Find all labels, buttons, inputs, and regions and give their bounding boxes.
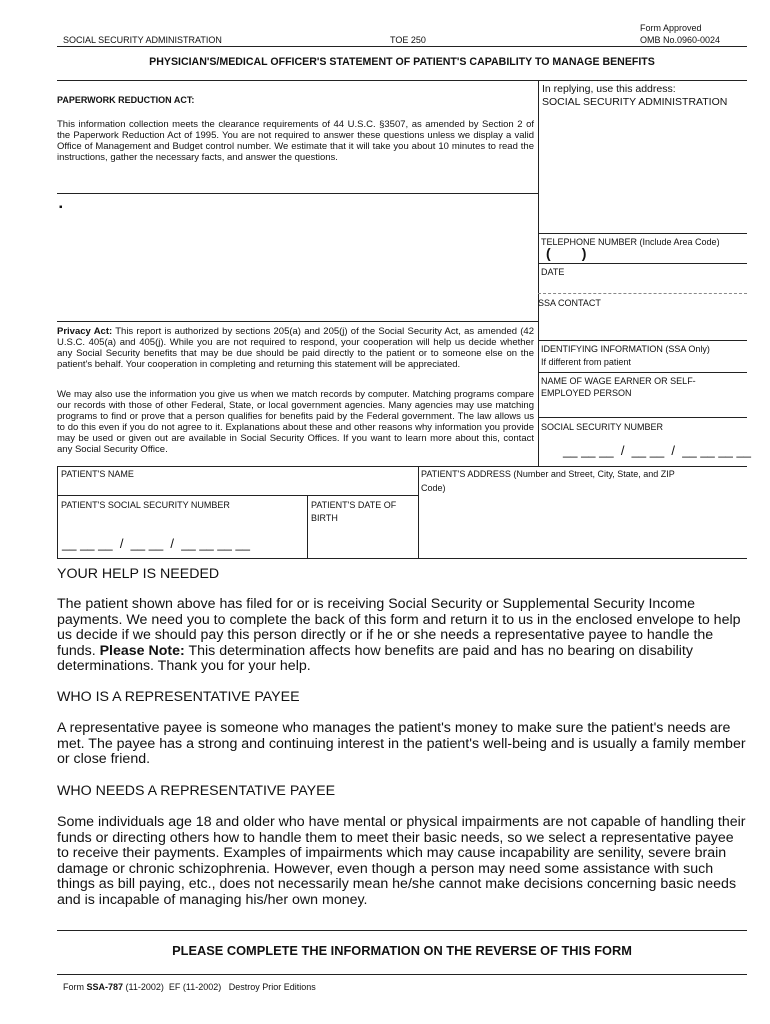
bullet-mark: ▪ bbox=[59, 202, 63, 213]
who-is-heading: WHO IS A REPRESENTATIVE PAYEE bbox=[57, 689, 300, 705]
complete-reverse-notice: PLEASE COMPLETE THE INFORMATION ON THE REVERSE OF THIS FORM bbox=[172, 943, 632, 958]
who-needs-text: Some individuals age 18 and older who have mental or physical impairments are not capable of handling their funds or directing others how to handle them to meet their basic needs, so we select a representative payee to receive their payments. Examples of impairments which may cause incapability are senility, severe brain damage or chronic schizophrenia. However, even though a person may need some assistance with such things as bill paying, etc., does not necessarily mean he/she cannot make decisions concerning basic needs and is incapable of managing his/her own money. bbox=[57, 814, 746, 908]
patient-ssn-label: PATIENT'S SOCIAL SECURITY NUMBER bbox=[61, 500, 230, 510]
ssn-field[interactable]: __ __ __ / __ __ / __ __ __ __ bbox=[563, 443, 751, 458]
telephone-field[interactable]: ( ) bbox=[546, 245, 587, 261]
patient-address-label: PATIENT'S ADDRESS (Number and Street, City, State, and ZIP bbox=[421, 469, 675, 479]
who-needs-heading: WHO NEEDS A REPRESENTATIVE PAYEE bbox=[57, 783, 336, 799]
patient-name-label: PATIENT'S NAME bbox=[61, 469, 134, 479]
wage-earner-label-2: EMPLOYED PERSON bbox=[541, 388, 632, 398]
reply-line1: In replying, use this address: bbox=[542, 83, 676, 95]
reply-line2: SOCIAL SECURITY ADMINISTRATION bbox=[542, 96, 728, 108]
paperwork-text: This information collection meets the clearance requirements of 44 U.S.C. §3507, as amended by Section 2 of the Paperwork Reduction Act of 1995. You are not required to answer these questions unless we display a valid Office of Management and Budget control number. We estimate that it will take you about 10 minutes to read the instructions, gather the necessary facts, and answer the questions. bbox=[57, 119, 534, 163]
form-approved: Form Approved bbox=[640, 23, 702, 33]
wage-earner-label: NAME OF WAGE EARNER OR SELF- bbox=[541, 376, 696, 386]
page-title: PHYSICIAN'S/MEDICAL OFFICER'S STATEMENT OF PATIENT'S CAPABILITY TO MANAGE BENEFITS bbox=[149, 56, 655, 68]
ssn-label: SOCIAL SECURITY NUMBER bbox=[541, 422, 664, 432]
telephone-label: TELEPHONE NUMBER (Include Area Code) bbox=[541, 237, 720, 247]
privacy-act-text-2: We may also use the information you give us when we match records by computer. Matching programs compare our records with those of other Federal, State, or local government agencies. Many agencies may use matching programs to find or prove that a person qualifies for benefits paid by the Federal government. The law allows us to do this even if you do not agree to it. Explanations about these and other reasons why information you provide may be used or given out are available in Social Security Offices. If you want to learn more about this, contact any Social Security Office. bbox=[57, 389, 534, 455]
who-is-text: A representative payee is someone who manages the patient's money to make sure the patient's needs are met. The payee has a strong and continuing interest in the patient's well-being and is usually a family member or close friend. bbox=[57, 720, 746, 767]
form-number-footer: Form SSA-787 (11-2002) EF (11-2002) Destroy Prior Editions bbox=[63, 982, 316, 992]
patient-ssn-field[interactable]: __ __ __ / __ __ / __ __ __ __ bbox=[62, 536, 250, 551]
toe-number: TOE 250 bbox=[390, 35, 426, 45]
privacy-act-heading: Privacy Act: bbox=[57, 326, 113, 337]
omb-number: OMB No.0960-0024 bbox=[640, 35, 721, 45]
patient-dob-label-2: BIRTH bbox=[311, 513, 338, 523]
paperwork-heading: PAPERWORK REDUCTION ACT: bbox=[57, 95, 195, 105]
agency-name: SOCIAL SECURITY ADMINISTRATION bbox=[63, 35, 222, 45]
patient-address-label-2: Code) bbox=[421, 483, 446, 493]
patient-dob-label: PATIENT'S DATE OF bbox=[311, 500, 397, 510]
identifying-info-sub: If different from patient bbox=[541, 357, 631, 367]
ssa-contact-label: SSA CONTACT bbox=[538, 298, 601, 308]
date-label: DATE bbox=[541, 267, 565, 277]
identifying-info-label: IDENTIFYING INFORMATION (SSA Only) bbox=[541, 344, 710, 354]
help-heading: YOUR HELP IS NEEDED bbox=[57, 566, 220, 582]
privacy-act-text: Privacy Act: This report is authorized by sections 205(a) and 205(j) of the Social Security Act, as amended (42 U.S.C. 405(a) and 405(j). While you are not required to respond, your cooperation will help us decide whether any Social Security benefits that may be due should be paid directly to the patient or to someone else on the patient's behalf. Your cooperation in completing and returning this statement will be appreciated. bbox=[57, 326, 534, 370]
help-text: The patient shown above has filed for or is receiving Social Security or Supplemental Security Income payments. We need you to complete the back of this form and return it to us in the enclosed envelope to help us decide if we should pay this person directly or if he or she needs a representative payee to handle the funds. Please Note: This determination affects how benefits are paid and has no bearing on disability determinations. Thank you for your help. bbox=[57, 596, 741, 674]
